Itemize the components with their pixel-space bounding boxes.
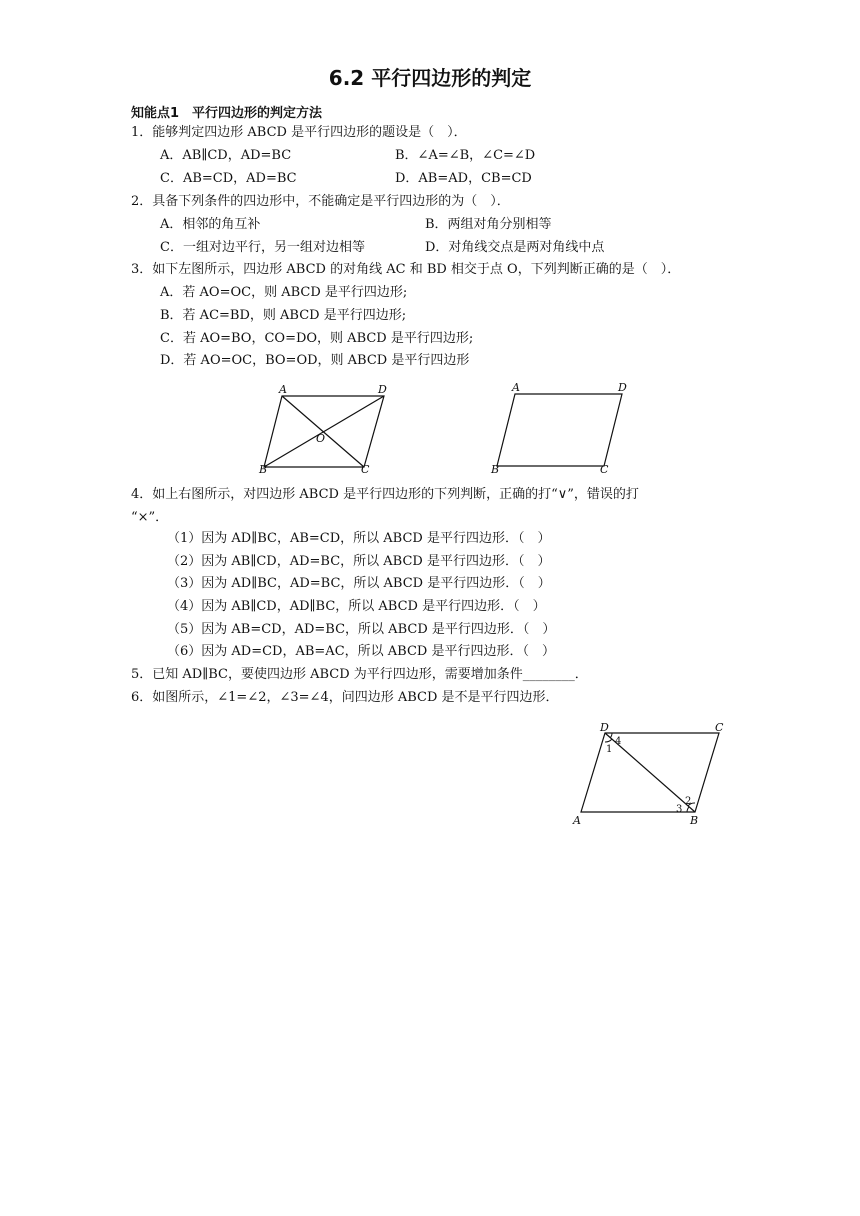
q2-option-c: C．一组对边平行，另一组对边相等 [160, 240, 365, 255]
section-heading: 知能点1 平行四边形的判定方法 [131, 106, 323, 121]
label-a: A [573, 814, 581, 827]
q4-item: （3）因为 AD∥BC，AD=BC，所以 ABCD 是平行四边形．（ ） [167, 576, 551, 591]
q2-stem: 2．具备下列条件的四边形中，不能确定是平行四边形的为（ ）． [131, 194, 510, 209]
q5-stem: 5．已知 AD∥BC，要使四边形 ABCD 为平行四边形，需要增加条件________． [131, 667, 588, 682]
label-o: O [316, 432, 326, 445]
label-c: C [600, 463, 609, 476]
figure-q6-parallelogram [568, 718, 738, 830]
q2-option-a: A．相邻的角互补 [160, 217, 261, 232]
q3-option-a: A．若 AO=OC，则 ABCD 是平行四边形; [160, 285, 408, 300]
label-a: A [512, 381, 520, 394]
label-d: D [618, 381, 627, 394]
figure-parallelogram-diagonals [250, 380, 400, 478]
label-c: C [361, 463, 370, 476]
q4-item: （5）因为 AB=CD，AD=BC，所以 ABCD 是平行四边形．（ ） [167, 622, 556, 637]
q1-stem: 1．能够判定四边形 ABCD 是平行四边形的题设是（ ）． [131, 125, 467, 140]
q4-item: （2）因为 AB∥CD，AD=BC，所以 ABCD 是平行四边形．（ ） [167, 554, 551, 569]
label-b: B [690, 814, 699, 827]
q1-option-d: D．AB=AD，CB=CD [395, 171, 532, 186]
q4-stem-line1: 4．如上右图所示，对四边形 ABCD 是平行四边形的下列判断，正确的打“∨”，错误的打 [131, 487, 639, 502]
q4-item: （1）因为 AD∥BC，AB=CD，所以 ABCD 是平行四边形．（ ） [167, 531, 551, 546]
page-title: 6.2 平行四边形的判定 [328, 66, 532, 90]
angle-label-2: 2 [685, 796, 692, 807]
q4-stem-line2: “×”． [131, 510, 169, 525]
q3-option-b: B．若 AC=BD，则 ABCD 是平行四边形; [160, 308, 407, 323]
q2-option-b: B．两组对角分别相等 [425, 217, 552, 232]
label-c: C [715, 721, 724, 734]
angle-arc-3 [687, 807, 689, 812]
parallelogram-outline-right [497, 394, 622, 466]
figure-parallelogram [488, 378, 638, 476]
angle-label-4: 4 [615, 736, 622, 747]
angle-label-3: 3 [676, 804, 683, 815]
q1-option-a: A．AB∥CD，AD=BC [160, 148, 292, 163]
q4-item: （6）因为 AD=CD，AB=AC，所以 ABCD 是平行四边形．（ ） [167, 644, 555, 659]
q2-option-d: D．对角线交点是两对角线中点 [425, 240, 605, 255]
q1-option-c: C．AB=CD，AD=BC [160, 171, 297, 186]
q6-stem: 6．如图所示，∠1=∠2，∠3=∠4，问四边形 ABCD 是不是平行四边形． [131, 690, 559, 705]
label-d: D [378, 383, 387, 396]
q3-stem: 3．如下左图所示，四边形 ABCD 的对角线 AC 和 BD 相交于点 O，下列判断正确的是（ ）． [131, 262, 681, 277]
label-d: D [600, 721, 609, 734]
label-b: B [259, 463, 268, 476]
q3-option-d: D．若 AO=OC，BO=OD，则 ABCD 是平行四边形 [160, 353, 470, 368]
q1-option-b: B．∠A=∠B，∠C=∠D [395, 148, 536, 163]
q4-item: （4）因为 AB∥CD，AD∥BC，所以 ABCD 是平行四边形．（ ） [167, 599, 546, 614]
label-b: B [491, 463, 500, 476]
label-a: A [279, 383, 287, 396]
angle-arc-1 [605, 739, 612, 742]
angle-label-1: 1 [606, 744, 613, 755]
angle-arc-4 [610, 733, 612, 738]
q3-option-c: C．若 AO=BO，CO=DO，则 ABCD 是平行四边形; [160, 331, 474, 346]
